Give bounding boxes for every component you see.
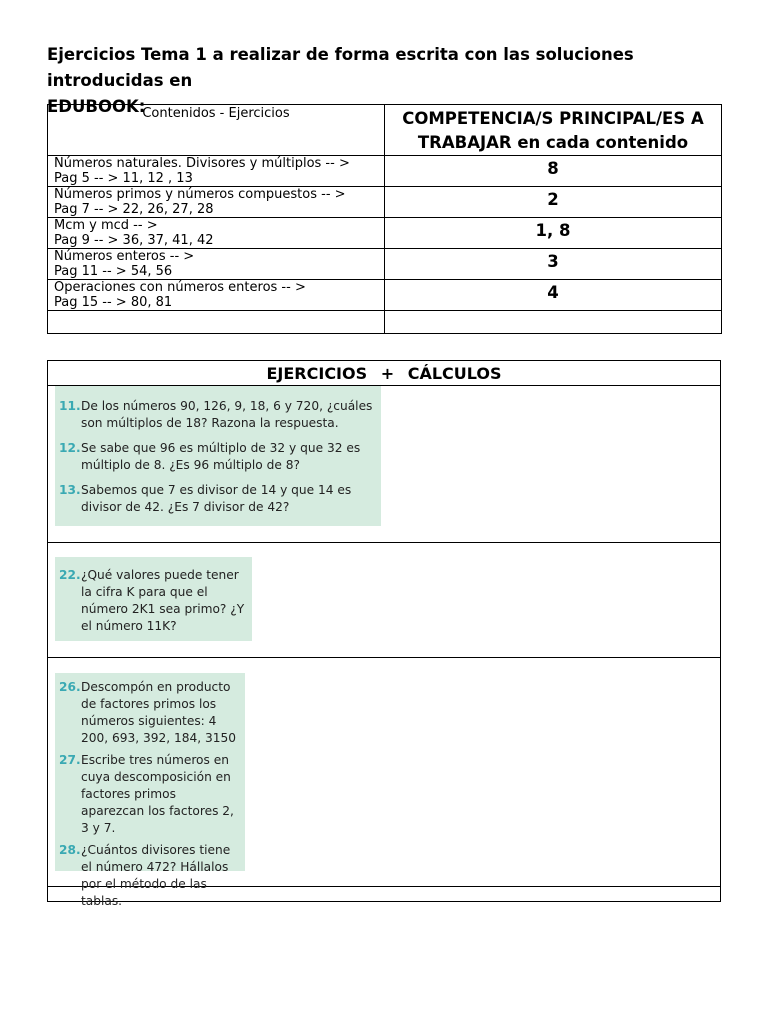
exercise-image-box [55, 673, 245, 908]
contenido-line-1: Operaciones con números enteros -- > [54, 280, 306, 295]
contenido-line-2: Pag 7 -- > 22, 26, 27, 28 [54, 202, 214, 217]
contenido-line-1: Mcm y mcd -- > [54, 218, 158, 233]
competencia-cell: 4 [385, 280, 722, 311]
exercise-number: 26. [59, 680, 81, 694]
exercise-number: 22. [59, 568, 81, 582]
exercise-text: Escribe tres números en cuya descomposición en factores primos aparezcan los factores 2, 3 y 7. [81, 753, 234, 835]
table-row [48, 280, 722, 311]
contenido-line-2: Pag 15 -- > 80, 81 [54, 295, 173, 310]
contenido-cell [48, 156, 385, 187]
exercise-text: Sabemos que 7 es divisor de 14 y que 14 es divisor de 42. ¿Es 7 divisor de 42? [81, 483, 352, 514]
ejercicios-section-factores[interactable] [48, 658, 720, 908]
exercise-item [55, 567, 246, 635]
contenido-line-2: Pag 9 -- > 36, 37, 41, 42 [54, 233, 214, 248]
ejercicios-section-primos[interactable] [48, 543, 720, 658]
contenido-line-1: Números primos y números compuestos -- > [54, 187, 346, 202]
exercise-text: ¿Qué valores puede tener la cifra K para que el número 2K1 sea primo? ¿Y el número 11K? [81, 568, 245, 633]
table-row-empty [48, 311, 722, 334]
contenido-cell [48, 187, 385, 218]
exercise-number: 28. [59, 843, 81, 857]
exercise-number: 27. [59, 753, 81, 767]
exercise-number: 13. [59, 483, 81, 497]
plus-sign: + [380, 364, 395, 383]
competencia-cell: 8 [385, 156, 722, 187]
empty-cell[interactable] [48, 311, 385, 334]
calculos-label: CÁLCULOS [407, 364, 502, 383]
ejercicios-table [47, 360, 721, 908]
competencia-cell: 2 [385, 187, 722, 218]
ejercicios-label: EJERCICIOS [266, 364, 368, 383]
exercise-image-box [55, 386, 381, 526]
header-competencias: COMPETENCIA/S PRINCIPAL/ES A TRABAJAR en cada contenido [385, 105, 722, 156]
table-row [48, 187, 722, 218]
title-line-1: Ejercicios Tema 1 a realizar de forma escrita con las soluciones introducidas en [47, 45, 634, 90]
exercise-number: 11. [59, 399, 81, 413]
competencia-cell: 1, 8 [385, 218, 722, 249]
exercise-text: Descompón en producto de factores primos los números siguientes: 4 200, 693, 392, 184, 3150 [81, 680, 237, 745]
exercise-text: De los números 90, 126, 9, 18, 6 y 720, ¿cuáles son múltiplos de 18? Razona la respuesta. [81, 399, 373, 430]
header-contenidos: Contenidos - Ejercicios [48, 105, 385, 156]
ejercicios-section-divisores[interactable] [48, 386, 720, 543]
table-row [48, 218, 722, 249]
exercise-item [55, 440, 373, 474]
exercise-item [55, 679, 239, 747]
contenido-line-1: Números enteros -- > [54, 249, 195, 264]
contenido-line-2: Pag 11 -- > 54, 56 [54, 264, 173, 279]
exercise-text: ¿Cuántos divisores tiene el número 472? Hállalos por el método de las tablas. [81, 843, 231, 908]
table-row [48, 249, 722, 280]
contenido-cell [48, 218, 385, 249]
contenido-line-1: Números naturales. Divisores y múltiplos -- > [54, 156, 350, 171]
ejercicios-header [48, 361, 720, 386]
exercise-item [55, 752, 239, 837]
empty-cell[interactable] [385, 311, 722, 334]
contenido-cell [48, 249, 385, 280]
table-header-row [48, 105, 722, 156]
competencias-table [47, 104, 722, 334]
title-line-2: EDUBOOK: [47, 97, 146, 116]
ejercicios-section-empty[interactable] [48, 887, 720, 903]
table-row [48, 156, 722, 187]
exercise-item [55, 482, 373, 516]
competencia-cell: 3 [385, 249, 722, 280]
exercise-image-box [55, 557, 252, 641]
exercise-number: 12. [59, 441, 81, 455]
exercise-item [55, 398, 373, 432]
contenido-line-2: Pag 5 -- > 11, 12 , 13 [54, 171, 193, 186]
contenido-cell [48, 280, 385, 311]
exercise-text: Se sabe que 96 es múltiplo de 32 y que 32 es múltiplo de 8. ¿Es 96 múltiplo de 8? [81, 441, 361, 472]
